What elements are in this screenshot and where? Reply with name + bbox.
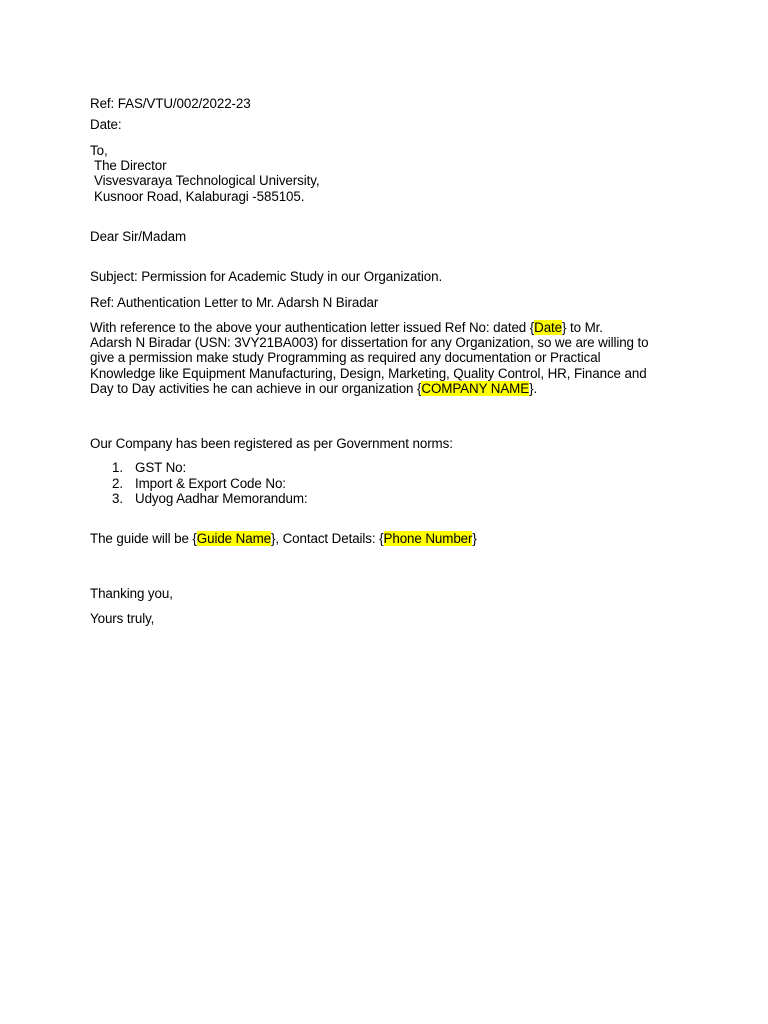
reference-line: Ref: Authentication Letter to Mr. Adarsh N Biradar	[90, 295, 379, 310]
list-item: 2. Import & Export Code No:	[112, 475, 286, 491]
ref-number: Ref: FAS/VTU/002/2022-23	[90, 96, 251, 111]
date-label: Date:	[90, 117, 122, 132]
registration-intro: Our Company has been registered as per Government norms:	[90, 436, 453, 451]
list-item: 1. GST No:	[112, 460, 187, 475]
body-line-1: With reference to the above your authentication letter issued Ref No: dated {Date} to Mr.	[90, 320, 603, 335]
address-line-2: Visvesvaraya Technological University,	[94, 173, 320, 188]
closing-thanks: Thanking you,	[90, 586, 173, 601]
subject-line: Subject: Permission for Academic Study in our Organization.	[90, 269, 443, 284]
address-line-3: Kusnoor Road, Kalaburagi -585105.	[94, 189, 305, 204]
address-line-1: The Director	[94, 158, 167, 173]
phone-number-placeholder: Phone Number	[383, 531, 473, 546]
closing-yours: Yours truly,	[90, 611, 155, 626]
guide-name-placeholder: Guide Name	[196, 531, 271, 546]
salutation: Dear Sir/Madam	[90, 229, 187, 244]
body-line-2: Adarsh N Biradar (USN: 3VY21BA003) for dissertation for any Organization, so we are willing to	[90, 335, 649, 351]
list-item: 3. Udyog Aadhar Memorandum:	[112, 491, 308, 506]
guide-line: The guide will be {Guide Name}, Contact Details: {Phone Number}	[90, 531, 477, 546]
date-placeholder: Date	[534, 320, 563, 335]
registration-list	[90, 460, 308, 507]
body-line-4: Knowledge like Equipment Manufacturing, Design, Marketing, Quality Control, HR, Finance and	[90, 365, 647, 381]
body-line-5: Day to Day activities he can achieve in our organization {COMPANY NAME}.	[90, 380, 538, 396]
body-line-3: give a permission make study Programming as required any documentation or Practical	[90, 350, 601, 366]
company-name-placeholder: COMPANY NAME	[421, 380, 530, 396]
address-to: To,	[90, 143, 108, 158]
body-paragraph	[90, 320, 690, 396]
